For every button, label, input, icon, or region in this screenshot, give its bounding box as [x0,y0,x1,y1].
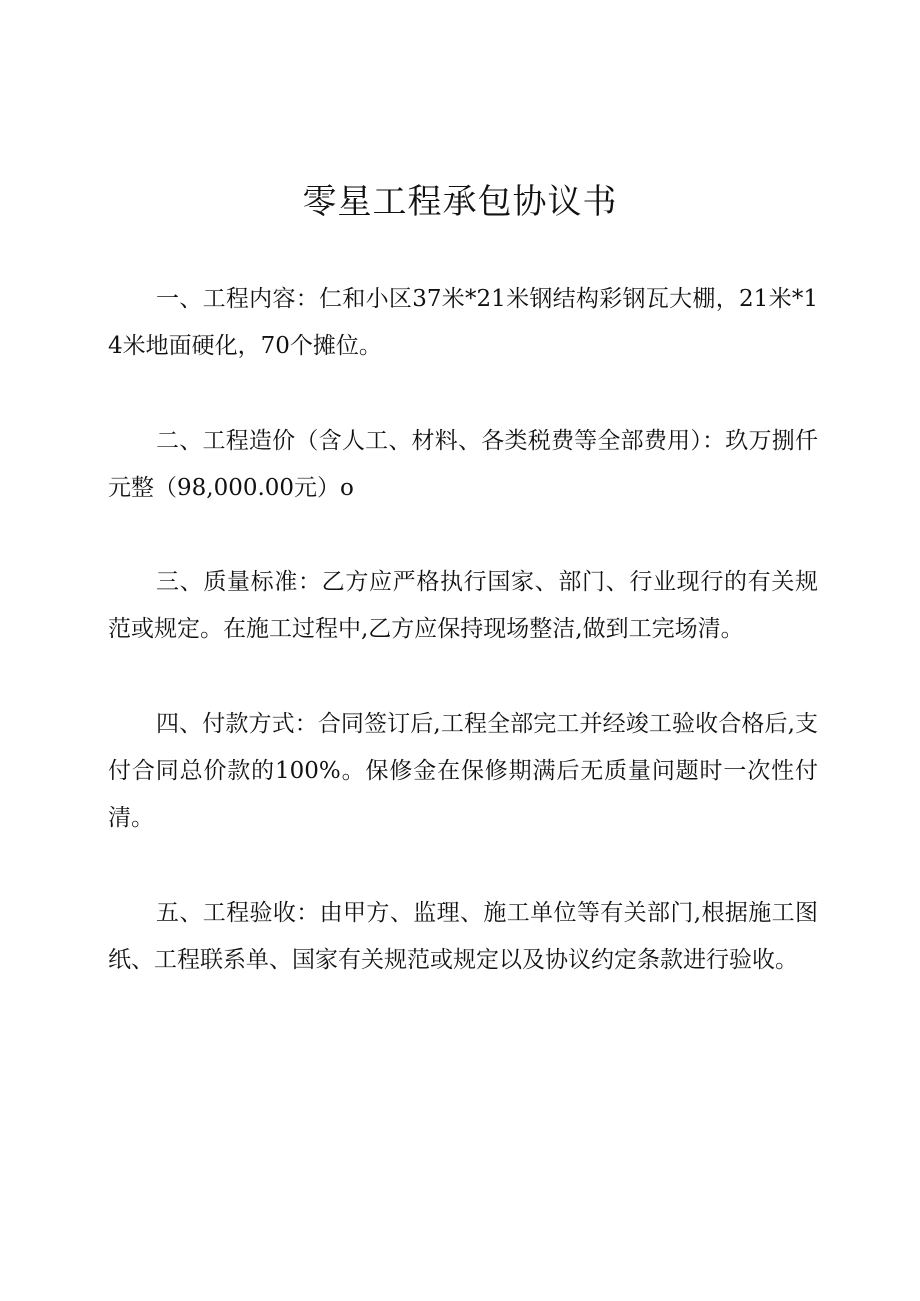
clause-project-acceptance: 五、工程验收：由甲方、监理、施工单位等有关部门,根据施工图纸、工程联系单、国家有关规范或规定以及协议约定条款进行验收。 [108,900,818,973]
clause-payment-method: 四、付款方式：合同签订后,工程全部完工并经竣工验收合格后,支付合同总价款的100%。保修金在保修期满后无质量问题时一次性付清。 [108,711,818,831]
clause-project-content: 一、工程内容：仁和小区37米*21米钢结构彩钢瓦大棚，21米*14米地面硬化，70个摊位。 [108,286,818,359]
clause-quality-standard: 三、质量标准：乙方应严格执行国家、部门、行业现行的有关规范或规定。在施工过程中,乙方应保持现场整洁,做到工完场清。 [108,569,818,642]
document-title: 零星工程承包协议书 [302,182,618,222]
clause-project-cost: 二、工程造价（含人工、材料、各类税费等全部费用）：玖万捌仟元整（98,000.00元）o [108,428,818,501]
